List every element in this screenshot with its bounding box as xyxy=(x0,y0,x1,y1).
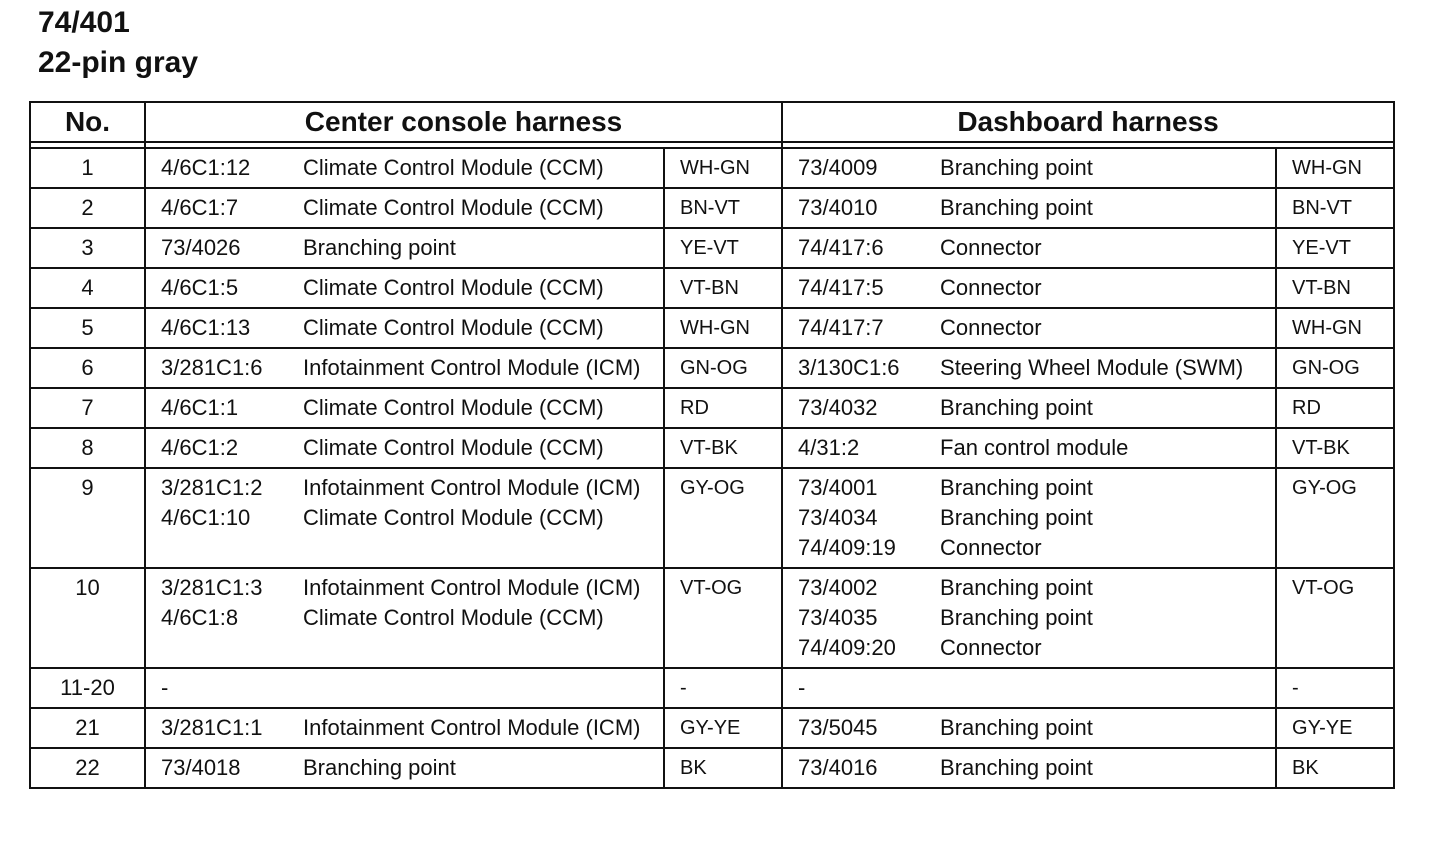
table-row xyxy=(30,268,1394,308)
dashboard-wire-color: GY-YE xyxy=(1276,708,1394,748)
dashboard-connection xyxy=(782,708,1276,748)
dashboard-wire-color: VT-BN xyxy=(1276,268,1394,308)
component-name: Connector xyxy=(940,235,1042,260)
dashboard-wire-color: WH-GN xyxy=(1276,308,1394,348)
connection-code: 4/6C1:5 xyxy=(161,275,239,300)
dashboard-connection xyxy=(782,308,1276,348)
component-name: Climate Control Module (CCM) xyxy=(303,435,604,460)
center-console-connection xyxy=(145,388,664,428)
table-row xyxy=(30,148,1394,188)
center-wire-color: GY-YE xyxy=(664,708,782,748)
center-wire-color: YE-VT xyxy=(664,228,782,268)
connection-line xyxy=(161,473,663,503)
center-wire-color: GY-OG xyxy=(664,468,782,568)
pin-number: 4 xyxy=(30,268,145,308)
table-row xyxy=(30,228,1394,268)
connection-code: 74/417:5 xyxy=(798,275,884,300)
component-name xyxy=(303,673,663,703)
dashboard-wire-color: WH-GN xyxy=(1276,148,1394,188)
component-name: Connector xyxy=(940,315,1042,340)
connection-code: 73/4009 xyxy=(798,155,878,180)
center-wire-color: WH-GN xyxy=(664,148,782,188)
connection-code: 73/4035 xyxy=(798,605,878,630)
connection-code: 4/6C1:10 xyxy=(161,505,251,530)
connection-line xyxy=(798,713,1275,743)
connection-line xyxy=(798,153,1275,183)
connection-line xyxy=(161,433,663,463)
table-row xyxy=(30,468,1394,568)
dashboard-wire-color: GY-OG xyxy=(1276,468,1394,568)
component-name xyxy=(940,673,1275,703)
component-name: Steering Wheel Module (SWM) xyxy=(940,355,1244,380)
component-name: Climate Control Module (CCM) xyxy=(303,155,604,180)
connection-line xyxy=(161,393,663,423)
connection-line xyxy=(798,633,1275,663)
dashboard-wire-color: VT-BK xyxy=(1276,428,1394,468)
connection-code: 73/5045 xyxy=(798,715,878,740)
dashboard-connection xyxy=(782,268,1276,308)
dashboard-connection xyxy=(782,668,1276,708)
connection-line xyxy=(161,153,663,183)
center-console-connection xyxy=(145,148,664,188)
connection-code: 4/6C1:13 xyxy=(161,315,251,340)
table-row xyxy=(30,388,1394,428)
connection-line xyxy=(798,273,1275,303)
connection-line xyxy=(161,713,663,743)
connection-code: 4/31:2 xyxy=(798,435,860,460)
component-name: Connector xyxy=(940,535,1042,560)
connection-line xyxy=(798,673,1275,703)
connection-code: 3/281C1:1 xyxy=(161,715,263,740)
center-wire-color: BK xyxy=(664,748,782,788)
component-name: Fan control module xyxy=(940,435,1129,460)
component-name: Branching point xyxy=(940,575,1093,600)
connection-line xyxy=(798,473,1275,503)
dashboard-connection xyxy=(782,348,1276,388)
connection-code: 73/4016 xyxy=(798,755,878,780)
table-row xyxy=(30,348,1394,388)
pin-number: 9 xyxy=(30,468,145,568)
connection-code: 73/4002 xyxy=(798,575,878,600)
component-name: Climate Control Module (CCM) xyxy=(303,505,604,530)
connection-code: 73/4010 xyxy=(798,195,878,220)
connection-code: 4/6C1:1 xyxy=(161,395,239,420)
dashboard-connection xyxy=(782,228,1276,268)
center-console-connection xyxy=(145,708,664,748)
pin-number: 2 xyxy=(30,188,145,228)
connection-code: 73/4018 xyxy=(161,755,241,780)
table-body xyxy=(30,148,1394,788)
component-name: Connector xyxy=(940,635,1042,660)
connection-code: 74/409:19 xyxy=(798,535,896,560)
connection-code: 3/281C1:2 xyxy=(161,475,263,500)
component-name: Infotainment Control Module (ICM) xyxy=(303,575,641,600)
pin-number: 1 xyxy=(30,148,145,188)
connection-line xyxy=(798,233,1275,263)
connection-code: 74/409:20 xyxy=(798,635,896,660)
connection-line xyxy=(161,193,663,223)
dashboard-wire-color: GN-OG xyxy=(1276,348,1394,388)
connection-line xyxy=(161,503,663,533)
connection-code: 4/6C1:12 xyxy=(161,155,251,180)
center-console-connection xyxy=(145,188,664,228)
connection-line xyxy=(161,353,663,383)
center-console-connection xyxy=(145,468,664,568)
dashboard-wire-color: RD xyxy=(1276,388,1394,428)
pin-number: 3 xyxy=(30,228,145,268)
component-name: Climate Control Module (CCM) xyxy=(303,195,604,220)
dashboard-wire-color: BK xyxy=(1276,748,1394,788)
connection-line xyxy=(798,193,1275,223)
dashboard-wire-color: YE-VT xyxy=(1276,228,1394,268)
connection-line xyxy=(798,433,1275,463)
connection-code: 3/130C1:6 xyxy=(798,355,900,380)
connector-id-title: 74/401 xyxy=(38,6,130,39)
center-wire-color: BN-VT xyxy=(664,188,782,228)
connection-line xyxy=(161,313,663,343)
connection-code: 73/4001 xyxy=(798,475,878,500)
connection-code: 3/281C1:6 xyxy=(161,355,263,380)
center-wire-color: RD xyxy=(664,388,782,428)
connection-code: - xyxy=(161,675,169,700)
component-name: Branching point xyxy=(940,155,1093,180)
connection-line xyxy=(798,573,1275,603)
pin-assignment-table xyxy=(29,101,1395,789)
dashboard-wire-color: BN-VT xyxy=(1276,188,1394,228)
connection-line xyxy=(161,673,663,703)
center-console-connection xyxy=(145,348,664,388)
component-name: Climate Control Module (CCM) xyxy=(303,395,604,420)
center-console-connection xyxy=(145,748,664,788)
connection-line xyxy=(161,603,663,633)
connection-code: 73/4032 xyxy=(798,395,878,420)
component-name: Branching point xyxy=(303,235,456,260)
center-wire-color: VT-BK xyxy=(664,428,782,468)
pin-number: 21 xyxy=(30,708,145,748)
connection-line xyxy=(798,753,1275,783)
pin-number: 5 xyxy=(30,308,145,348)
table-row xyxy=(30,708,1394,748)
column-header-center-console: Center console harness xyxy=(145,102,782,142)
pin-number: 22 xyxy=(30,748,145,788)
connection-line xyxy=(161,273,663,303)
connection-code: 3/281C1:3 xyxy=(161,575,263,600)
connection-line xyxy=(798,313,1275,343)
dashboard-connection xyxy=(782,748,1276,788)
center-console-connection xyxy=(145,228,664,268)
center-wire-color: VT-BN xyxy=(664,268,782,308)
center-wire-color: VT-OG xyxy=(664,568,782,668)
dashboard-connection xyxy=(782,468,1276,568)
table-row xyxy=(30,668,1394,708)
dashboard-wire-color: VT-OG xyxy=(1276,568,1394,668)
connection-code: - xyxy=(798,675,806,700)
connection-code: 4/6C1:7 xyxy=(161,195,239,220)
pin-number: 11-20 xyxy=(30,668,145,708)
connection-line xyxy=(161,233,663,263)
dashboard-connection xyxy=(782,428,1276,468)
component-name: Infotainment Control Module (ICM) xyxy=(303,715,641,740)
column-header-dashboard: Dashboard harness xyxy=(782,102,1394,142)
center-console-connection xyxy=(145,668,664,708)
component-name: Branching point xyxy=(303,755,456,780)
component-name: Branching point xyxy=(940,755,1093,780)
table-row xyxy=(30,428,1394,468)
dashboard-connection xyxy=(782,148,1276,188)
center-wire-color: - xyxy=(664,668,782,708)
dashboard-connection xyxy=(782,388,1276,428)
connection-code: 4/6C1:2 xyxy=(161,435,239,460)
connection-line xyxy=(798,603,1275,633)
component-name: Infotainment Control Module (ICM) xyxy=(303,355,641,380)
pin-number: 7 xyxy=(30,388,145,428)
column-header-no: No. xyxy=(30,102,145,142)
component-name: Branching point xyxy=(940,395,1093,420)
connector-description-title: 22-pin gray xyxy=(38,46,199,79)
component-name: Branching point xyxy=(940,715,1093,740)
connection-code: 74/417:6 xyxy=(798,235,884,260)
center-console-connection xyxy=(145,308,664,348)
dashboard-connection xyxy=(782,568,1276,668)
connection-line xyxy=(798,533,1275,563)
pin-number: 10 xyxy=(30,568,145,668)
dashboard-wire-color: - xyxy=(1276,668,1394,708)
connection-code: 4/6C1:8 xyxy=(161,605,239,630)
table-row xyxy=(30,188,1394,228)
center-wire-color: WH-GN xyxy=(664,308,782,348)
table-row xyxy=(30,748,1394,788)
connection-code: 73/4026 xyxy=(161,235,241,260)
connection-line xyxy=(161,573,663,603)
pin-number: 8 xyxy=(30,428,145,468)
component-name: Branching point xyxy=(940,195,1093,220)
component-name: Infotainment Control Module (ICM) xyxy=(303,475,641,500)
component-name: Branching point xyxy=(940,605,1093,630)
connection-code: 73/4034 xyxy=(798,505,878,530)
component-name: Climate Control Module (CCM) xyxy=(303,275,604,300)
pin-number: 6 xyxy=(30,348,145,388)
table-row xyxy=(30,308,1394,348)
center-wire-color: GN-OG xyxy=(664,348,782,388)
connection-code: 74/417:7 xyxy=(798,315,884,340)
dashboard-connection xyxy=(782,188,1276,228)
component-name: Climate Control Module (CCM) xyxy=(303,315,604,340)
connection-line xyxy=(798,353,1275,383)
table-row xyxy=(30,568,1394,668)
component-name: Climate Control Module (CCM) xyxy=(303,605,604,630)
component-name: Connector xyxy=(940,275,1042,300)
component-name: Branching point xyxy=(940,475,1093,500)
center-console-connection xyxy=(145,428,664,468)
table-header-row xyxy=(30,102,1394,142)
connection-line xyxy=(798,503,1275,533)
connection-line xyxy=(798,393,1275,423)
connection-line xyxy=(161,753,663,783)
component-name: Branching point xyxy=(940,505,1093,530)
center-console-connection xyxy=(145,568,664,668)
center-console-connection xyxy=(145,268,664,308)
